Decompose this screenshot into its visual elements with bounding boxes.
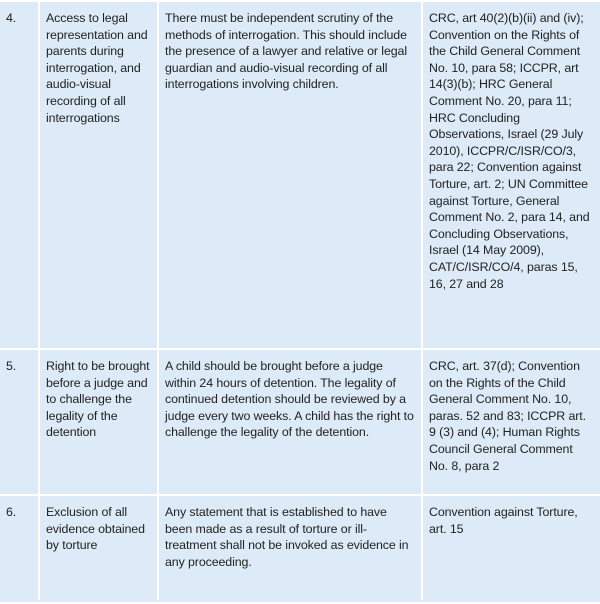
right-name: Exclusion of all evidence obtained by torture bbox=[46, 505, 145, 553]
sources-cell bbox=[422, 2, 600, 349]
right-cell bbox=[39, 2, 158, 349]
row-number: 5. bbox=[6, 359, 17, 373]
right-description: Any statement that is established to have been made as a result of torture or ill-treatment shall not be invoked as evidence in any proceeding. bbox=[165, 505, 409, 569]
right-description: There must be independent scrutiny of the methods of interrogation. This should include the presence of a lawyer and relative or legal guardian and audio-visual recording of all interrogations involving children. bbox=[165, 11, 407, 92]
row-number-cell bbox=[0, 2, 39, 349]
description-cell bbox=[158, 349, 422, 495]
right-cell bbox=[39, 349, 158, 495]
sources-cell bbox=[422, 495, 600, 600]
table-row bbox=[0, 2, 600, 349]
row-number: 6. bbox=[6, 505, 17, 519]
description-cell bbox=[158, 495, 422, 600]
row-number-cell bbox=[0, 349, 39, 495]
table-row bbox=[0, 495, 600, 600]
right-description: A child should be brought before a judge within 24 hours of detention. The legality of continued detention should be reviewed by a judge every two weeks. A child has the right to challenge the legality of the detention. bbox=[165, 359, 414, 440]
row-number-cell bbox=[0, 495, 39, 600]
row-number: 4. bbox=[6, 11, 17, 25]
right-name: Access to legal representation and parents during interrogation, and audio-visual recording of all interrogations bbox=[46, 11, 148, 125]
description-cell bbox=[158, 2, 422, 349]
right-cell bbox=[39, 495, 158, 600]
legal-sources: CRC, art 40(2)(b)(ii) and (iv); Convention on the Rights of the Child General Comment No. 10, para 58; ICCPR, art 14(3)(b); HRC General Comment No. 20, para 11; HRC Concluding Observations, Israel (29 July 2010), ICCPR/C/ISR/CO/3, para 22; Convention against Torture, art. 2; UN Committee against Torture, General Comment No. 2, para 14, and Concluding Observations, Israel (14 May 2009), CAT/C/ISR/CO/4, paras 15, 16, 27 and 28 bbox=[429, 11, 590, 291]
table-row bbox=[0, 349, 600, 495]
right-name: Right to be brought before a judge and to challenge the legality of the detention bbox=[46, 359, 150, 440]
sources-cell bbox=[422, 349, 600, 495]
rights-table bbox=[0, 2, 600, 600]
legal-sources: Convention against Torture, art. 15 bbox=[429, 505, 578, 536]
legal-sources: CRC, art. 37(d); Convention on the Rights of the Child General Comment No. 10, paras. 52 and 83; ICCPR art. 9 (3) and (4); Human Rights Council General Comment No. 8, para 2 bbox=[429, 359, 586, 473]
